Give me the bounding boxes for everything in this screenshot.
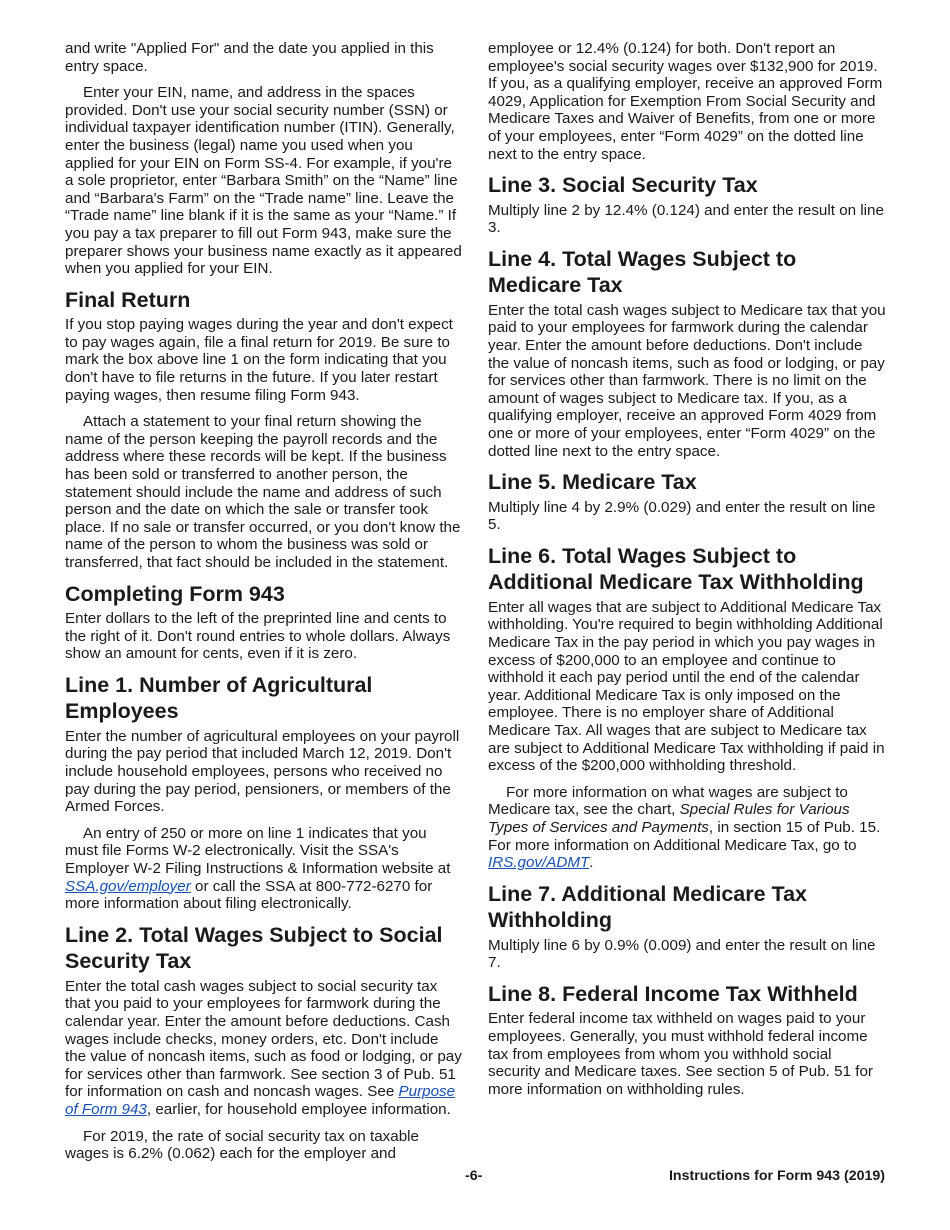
paragraph: Enter all wages that are subject to Additional Medicare Tax withholding. You're required to begin withholding Additional Medicare Tax in the pay period in which you pay wages in excess of $200,000 to an employee and continue to withhold it each pay period until the end of the calendar year. Additional Medicare Tax is only imposed on the employee. There is no employer share of Additional Medicare Tax. All wages that are subject to Medicare tax are subject to Additional Medicare Tax withholding if paid in excess of the $200,000 withholding threshold. — [488, 598, 885, 775]
section-heading-completing-form: Completing Form 943 — [65, 581, 285, 606]
section-heading-line-8: Line 8. Federal Income Tax Withheld — [488, 981, 858, 1006]
section-heading-line-6: Line 6. Total Wages Subject to Additional Medicare Tax Withholding — [488, 543, 864, 595]
text-segment: An entry of 250 or more on line 1 indicates that you must file Forms W-2 electronically. Visit the SSA's Employer W-2 Filing Instructions & Information website at — [65, 824, 451, 877]
irs-admt-link[interactable]: IRS.gov/ADMT — [488, 854, 590, 872]
section-heading-line-1: Line 1. Number of Agricultural Employees — [65, 672, 373, 724]
paragraph: Multiply line 6 by 0.9% (0.009) and enter the result on line 7. — [488, 936, 876, 972]
paragraph: Multiply line 2 by 12.4% (0.124) and enter the result on line 3. — [488, 201, 884, 237]
paragraph: Enter the number of agricultural employees on your payroll during the pay period that included March 12, 2019. Don't include household employees, persons who received no pay during the pay period, pensioners, or members of the Armed Forces. — [65, 727, 460, 816]
paragraph: employee or 12.4% (0.124) for both. Don't report an employee's social security wages over $132,900 for 2019. If you, as a qualifying employer, receive an approved Form 4029, Application for Exemption From Social Security and Medicare Taxes and Waiver of Benefits, from one or more of your employees, enter “Form 4029” on the dotted line next to the entry space. — [488, 40, 883, 163]
text-segment: For more information on what wages are subject to Medicare tax, see the chart, — [488, 783, 848, 819]
section-heading-line-3: Line 3. Social Security Tax — [488, 173, 758, 198]
text-segment: , in section 15 of Pub. 15. For more information on Additional Medicare Tax, go to — [488, 819, 881, 854]
paragraph: and write "Applied For" and the date you applied in this entry space. — [65, 40, 434, 75]
paragraph: Enter the total cash wages subject to Medicare tax that you paid to your employees for farmwork during the calendar year. Enter the amount before deductions. Don't include the value of noncash items, such as food or lodging, or pay for services other than farmwork. There is no limit on the amount of wages subject to Medicare tax. If you, as a qualifying employer, receive an approved Form 4029 from one or more of your employees, enter “Form 4029” on the dotted line next to the entry space. — [488, 301, 886, 460]
paragraph: Attach a statement to your final return showing the name of the person keeping the payroll records and the address where these records will be kept. If the business has been sold or transferred to another person, the statement should include the name and address of such person and the date on which the sale or transfer took place. If no sale or transfer occurred, or you don't know the name of the person to whom the business was sold or transferred, that fact should be included in the statement. — [65, 413, 461, 571]
paragraph-with-link — [488, 784, 886, 872]
section-heading-line-4: Line 4. Total Wages Subject to Medicare Tax — [488, 246, 797, 298]
ssa-employer-link[interactable]: SSA.gov/employer — [65, 877, 191, 895]
paragraph-with-link — [65, 978, 463, 1119]
right-column — [488, 40, 886, 1107]
text-segment: , earlier, for household employee information. — [146, 1100, 451, 1118]
text-segment: Enter the total cash wages subject to social security tax that you paid to your employees for farmwork during the calendar year. Enter the amount before deductions. Cash wages include checks, money orders, etc. Don't include the value of noncash items, such as food or lodging, or pay for services other than farmwork. See section 3 of Pub. 51 for information on cash and noncash wages. See — [65, 977, 462, 1101]
section-heading-line-5: Line 5. Medicare Tax — [488, 470, 697, 495]
document-title: Instructions for Form 943 (2019) — [668, 1168, 885, 1184]
paragraph: For 2019, the rate of social security tax on taxable wages is 6.2% (0.062) each for the employer and — [65, 1127, 419, 1163]
text-segment: . — [589, 854, 594, 872]
chart-title-reference: Special Rules for Various Types of Services and Payments — [488, 801, 850, 836]
section-heading-line-7: Line 7. Additional Medicare Tax Withholding — [488, 881, 807, 933]
text-segment: or call the SSA at 800-772-6270 for more information about filing electronically. — [65, 877, 433, 913]
left-column — [65, 40, 463, 1172]
section-heading-line-2: Line 2. Total Wages Subject to Social Security Tax — [65, 922, 443, 974]
purpose-of-form-943-link[interactable]: Purpose of Form 943 — [65, 1083, 456, 1118]
paragraph: Enter your EIN, name, and address in the spaces provided. Don't use your social security number (SSN) or individual taxpayer identification number (ITIN). Generally, enter the business (legal) name you used when you applied for your EIN on Form SS-4. For example, if you're a sole proprietor, enter “Barbara Smith” on the “Name” line and “Barbara's Farm” on the “Trade name” line. Leave the “Trade name” line blank if it is the same as your “Name.” If you pay a tax preparer to fill out Form 943, make sure the preparer shows your business name exactly as it appeared when you applied for your EIN. — [65, 84, 462, 278]
section-heading-final-return: Final Return — [65, 287, 191, 312]
paragraph-with-link — [65, 825, 463, 913]
page-number: -6- — [465, 1168, 483, 1184]
paragraph: Enter federal income tax withheld on wages paid to your employees. Generally, you must withhold federal income tax from employees from whom you withhold social security and Medicare taxes. See section 5 of Pub. 51 for more information on withholding rules. — [488, 1010, 873, 1098]
paragraph: Multiply line 4 by 2.9% (0.029) and enter the result on line 5. — [488, 498, 876, 534]
paragraph: Enter dollars to the left of the preprinted line and cents to the right of it. Don't round entries to whole dollars. Always show an amount for cents, even if it is zero. — [65, 610, 451, 663]
paragraph: If you stop paying wages during the year and don't expect to pay wages again, file a final return for 2019. Be sure to mark the box above line 1 on the form indicating that you don't have to file returns in the future. If you later restart paying wages, then resume filing Form 943. — [65, 316, 453, 404]
